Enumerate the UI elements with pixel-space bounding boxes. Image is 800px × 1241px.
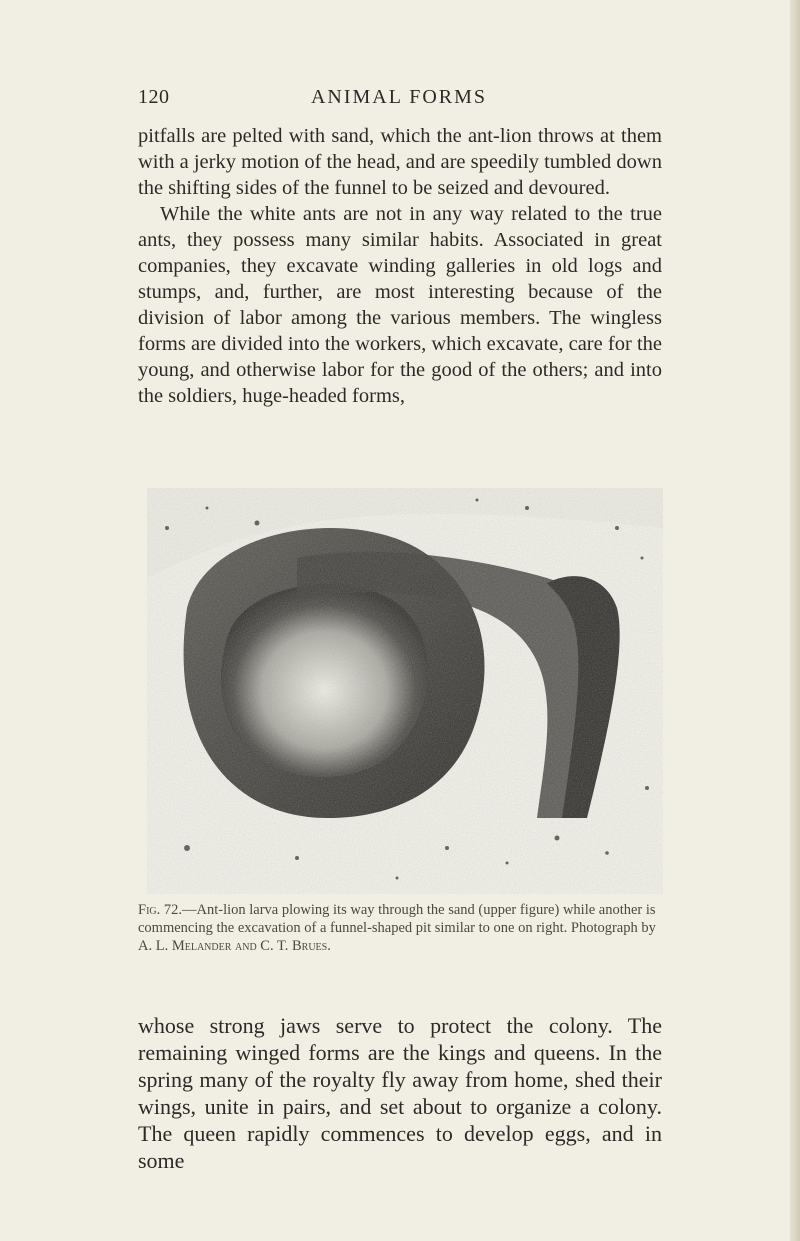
photo-grain [147, 488, 663, 894]
figure-caption [138, 901, 662, 955]
paragraph-white-ants: While the white ants are not in any way related to the true ants, they possess many similar habits. Associated in great companies, they excavate winding galleries in old logs and stumps, and, further, are most interesting because of the division of labor among the various members. The wingless forms are divided into the workers, which excavate, care for the young, and otherwise labor for the good of the others; and into the soldiers, huge-headed forms, [138, 203, 662, 407]
paragraph-soldiers-and-royalty: whose strong jaws serve to protect the colony. The remaining winged forms are the kings and queens. In the spring many of the royalty fly away from home, shed their wings, unite in pairs, and set about to organize a colony. The queen rapidly commences to develop eggs, and in some [138, 1013, 662, 1173]
page-number: 120 [138, 86, 170, 108]
photo-credit-prefix: Photograph by [570, 920, 656, 936]
page-edge [790, 0, 800, 1241]
figure-caption-text: —Ant-lion larva plowing its way through the sand (upper figure) while another is commencing the excavation of a funnel-shaped pit similar to one on right. [138, 902, 656, 936]
paragraph-continuation: pitfalls are pelted with sand, which the ant-lion throws at them with a jerky motion of the head, and are speedily tumbled down the shifting sides of the funnel to be seized and devoured. [138, 125, 662, 199]
photo-illustration [147, 488, 663, 894]
top-text-block [138, 123, 662, 409]
page-header [138, 86, 660, 116]
bottom-text-block [138, 1012, 662, 1174]
figure-label: Fig. 72. [138, 902, 182, 918]
ant-lion-photograph [147, 488, 663, 894]
running-head: ANIMAL FORMS [310, 86, 488, 108]
photo-credit-names: A. L. Melander and C. T. Brues. [138, 938, 331, 954]
